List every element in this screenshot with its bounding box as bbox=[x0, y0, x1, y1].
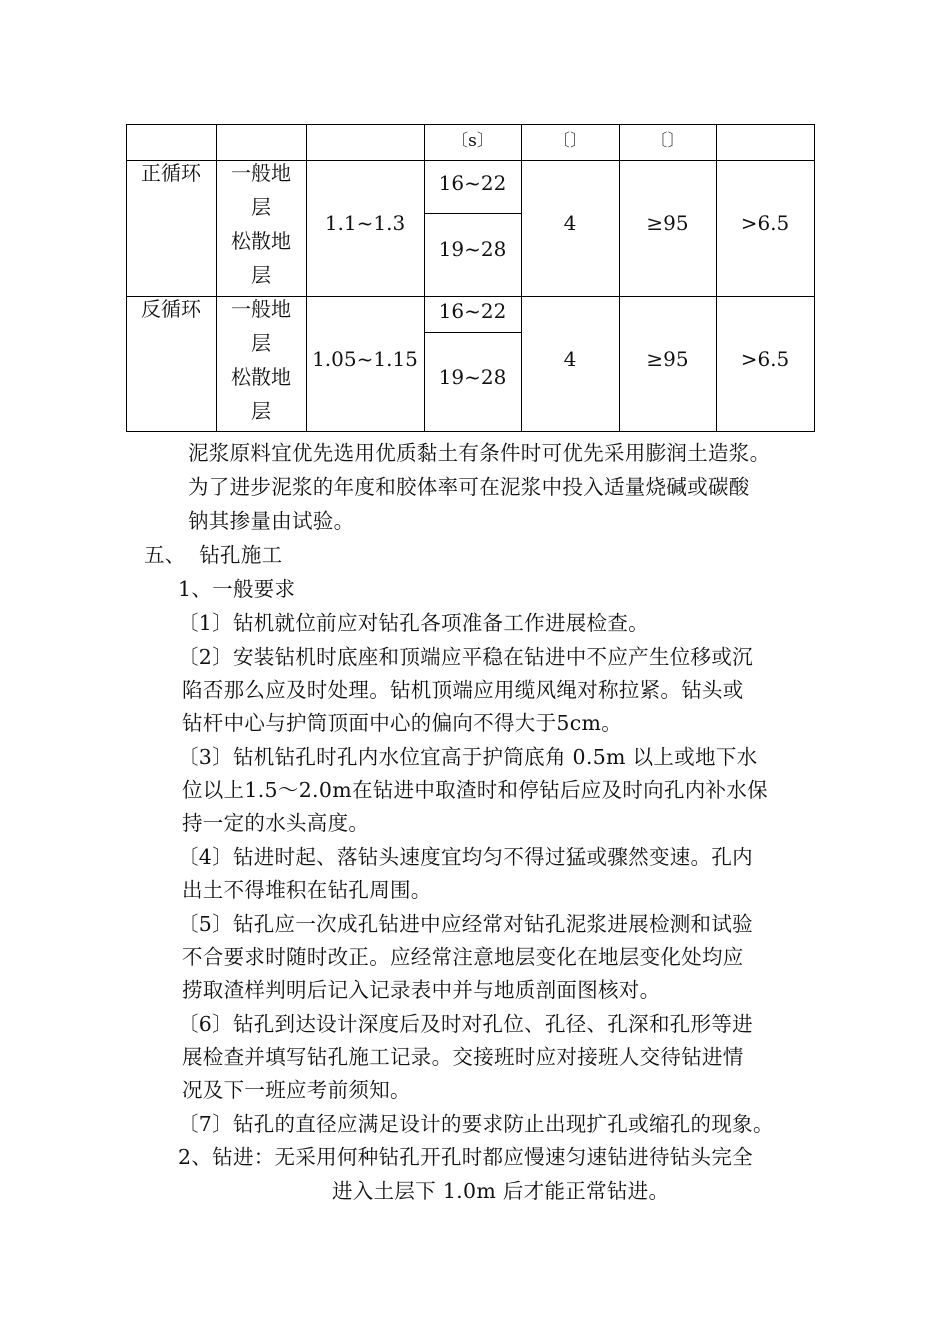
table-cell-layer: 层 bbox=[251, 263, 271, 287]
paragraph-line: 为了进步泥浆的年度和胶体率可在泥浆中投入适量烧碱或碳酸 bbox=[188, 475, 750, 499]
table-border bbox=[716, 124, 717, 432]
list-item-continuation: 展检查并填写钻孔施工记录。交接班时应对接班人交待钻进情 bbox=[182, 1045, 744, 1069]
table-border bbox=[424, 332, 521, 333]
table-cell-layer: 层 bbox=[251, 331, 271, 355]
list-item: 〔5〕钻孔应一次成孔钻进中应经常对钻孔泥浆进展检测和试验 bbox=[178, 912, 753, 936]
table-border bbox=[126, 124, 815, 125]
list-item: 〔3〕钻机钻孔时孔内水位宜高于护筒底角 0.5m 以上或地下水 bbox=[178, 745, 758, 769]
table-border bbox=[521, 124, 522, 432]
table-cell-layer: 层 bbox=[251, 399, 271, 423]
table-border bbox=[126, 431, 815, 432]
table-cell-density: 1.1~1.3 bbox=[324, 211, 406, 235]
table-cell-layer: 一般地 bbox=[231, 161, 291, 185]
list-item-continuation: 出土不得堆积在钻孔周围。 bbox=[182, 878, 432, 902]
table-border bbox=[619, 124, 620, 432]
list-item-continuation: 位以上1.5～2.0m在钻进中取渣时和停钻后应及时向孔内补水保 bbox=[182, 778, 768, 802]
table-cell-ph: >6.5 bbox=[740, 347, 790, 371]
list-item-continuation: 钻杆中心与护筒顶面中心的偏向不得大于5cm。 bbox=[182, 711, 623, 735]
table-cell-method: 反循环 bbox=[141, 297, 201, 321]
paragraph-line: 泥浆原料宜优先选用优质黏土有条件时可优先采用膨润土造浆。 bbox=[188, 441, 771, 465]
table-cell-viscosity: 19~28 bbox=[438, 237, 507, 261]
table-cell-ph: >6.5 bbox=[740, 211, 790, 235]
table-cell-layer: 松散地 bbox=[231, 229, 291, 253]
table-border bbox=[814, 124, 815, 432]
mud-parameter-table bbox=[126, 124, 815, 432]
table-cell-method: 正循环 bbox=[141, 161, 201, 185]
table-cell-density: 1.05~1.15 bbox=[312, 347, 418, 371]
table-cell-viscosity: 19~28 bbox=[438, 365, 507, 389]
list-item-continuation: 陷否那么应及时处理。钻机顶端应用缆风绳对称拉紧。钻头或 bbox=[182, 678, 744, 702]
table-cell-colloid: ≥95 bbox=[646, 347, 689, 371]
paragraph-line: 钠其掺量由试验。 bbox=[188, 509, 355, 533]
table-header-cell: 〔〕 bbox=[650, 131, 685, 151]
table-cell-sand: 4 bbox=[563, 347, 577, 371]
list-item: 〔1〕钻机就位前应对钻孔各项准备工作进展检查。 bbox=[178, 611, 649, 635]
table-border bbox=[424, 213, 521, 214]
section-heading: 五、 钻孔施工 bbox=[144, 543, 283, 567]
subsection-heading: 1、一般要求 bbox=[178, 577, 296, 601]
table-header-cell: 〔〕 bbox=[553, 131, 587, 151]
list-item-continuation: 持一定的水头高度。 bbox=[182, 811, 370, 835]
list-item: 〔2〕安装钻机时底座和顶端应平稳在钻进中不应产生位移或沉 bbox=[178, 645, 753, 669]
table-cell-layer: 一般地 bbox=[231, 297, 291, 321]
list-item: 〔4〕钻进时起、落钻头速度宜均匀不得过猛或骤然变速。孔内 bbox=[178, 845, 753, 869]
table-header-cell: 〔s〕 bbox=[451, 131, 494, 151]
table-cell-viscosity: 16~22 bbox=[438, 299, 507, 323]
table-cell-sand: 4 bbox=[563, 211, 577, 235]
table-cell-layer: 层 bbox=[251, 195, 271, 219]
list-item-continuation: 捞取渣样判明后记入记录表中并与地质剖面图核对。 bbox=[182, 978, 661, 1002]
table-border bbox=[306, 124, 307, 432]
list-item-continuation: 况及下一班应考前须知。 bbox=[182, 1078, 411, 1102]
table-cell-colloid: ≥95 bbox=[646, 211, 689, 235]
subsection-heading: 2、钻进：无采用何种钻孔开孔时都应慢速匀速钻进待钻头完全 bbox=[178, 1145, 753, 1169]
table-cell-viscosity: 16~22 bbox=[438, 171, 507, 195]
list-item-continuation: 不合要求时随时改正。应经常注意地层变化在地层变化处均应 bbox=[182, 945, 744, 969]
table-cell-layer: 松散地 bbox=[231, 365, 291, 389]
subsection-continuation: 进入土层下 1.0m 后才能正常钻进。 bbox=[332, 1179, 670, 1203]
list-item: 〔7〕钻孔的直径应满足设计的要求防止出现扩孔或缩孔的现象。 bbox=[178, 1112, 774, 1136]
list-item: 〔6〕钻孔到达设计深度后及时对孔位、孔径、孔深和孔形等进 bbox=[178, 1012, 753, 1036]
